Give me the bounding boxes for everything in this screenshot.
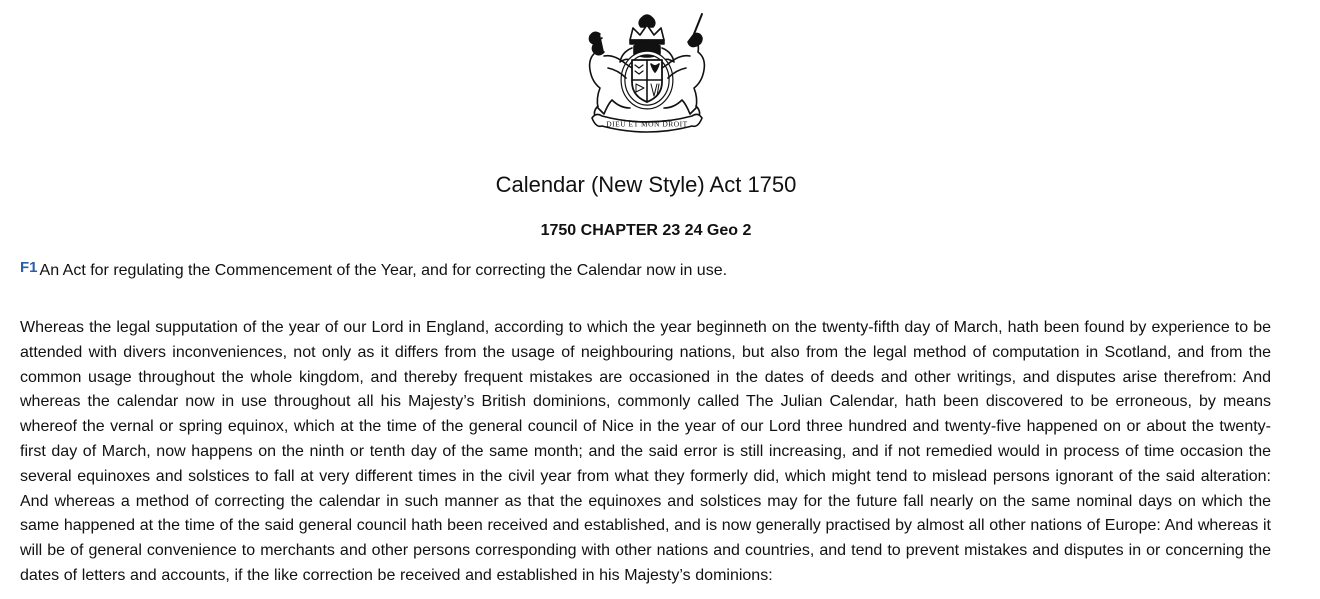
act-title: Calendar (New Style) Act 1750	[495, 172, 797, 197]
long-title-text: An Act for regulating the Commencement of the Year, and for correcting the Calendar now in use.	[39, 262, 728, 279]
preamble-paragraph: Whereas the legal supputation of the year of our Lord in England, according to which the year beginneth on the twenty-fifth day of March, hath been found by experience to be attended with divers inconveniences, not only as it differs from the usage of neighbouring nations, but also from the legal method of computation in Scotland, and from the common usage throughout the whole kingdom, and thereby frequent mistakes are occasioned in the dates of deeds and other writings, and disputes arise therefrom: And whereas the calendar now in use throughout all his Majesty’s British dominions, commonly called The Julian Calendar, hath been discovered to be erroneous, by means whereof the vernal or spring equinox, which at the time of the general council of Nice in the year of our Lord three hundred and twenty-five happened on or about the twenty-first day of March, now happens on the ninth or tenth day of the same month; and the said error is still increasing, and if not remedied would in process of time occasion the several equinoxes and solstices to fall at very different times in the civil year from what they formerly did, which might tend to mislead persons ignorant of the said alteration: And whereas a method of correcting the calendar in such manner as that the equinoxes and solstices may for the future fall nearly on the same nominal days on which the same happened at the time of the said general council hath been received and established, and is now generally practised by almost all other nations of Europe: And whereas it will be of general convenience to merchants and other persons corresponding with other nations and countries, and tend to prevent mistakes and disputes in or concerning the dates of letters and accounts, if the like correction be received and established in his Majesty’s dominions:	[20, 319, 1271, 584]
footnote-link-f1[interactable]: F1	[20, 259, 38, 276]
motto-text: DIEU ET MON DROIT	[606, 119, 688, 129]
royal-coat-of-arms-icon	[574, 6, 720, 136]
chapter-citation: 1750 CHAPTER 23 24 Geo 2	[540, 222, 752, 239]
long-title	[20, 259, 727, 283]
